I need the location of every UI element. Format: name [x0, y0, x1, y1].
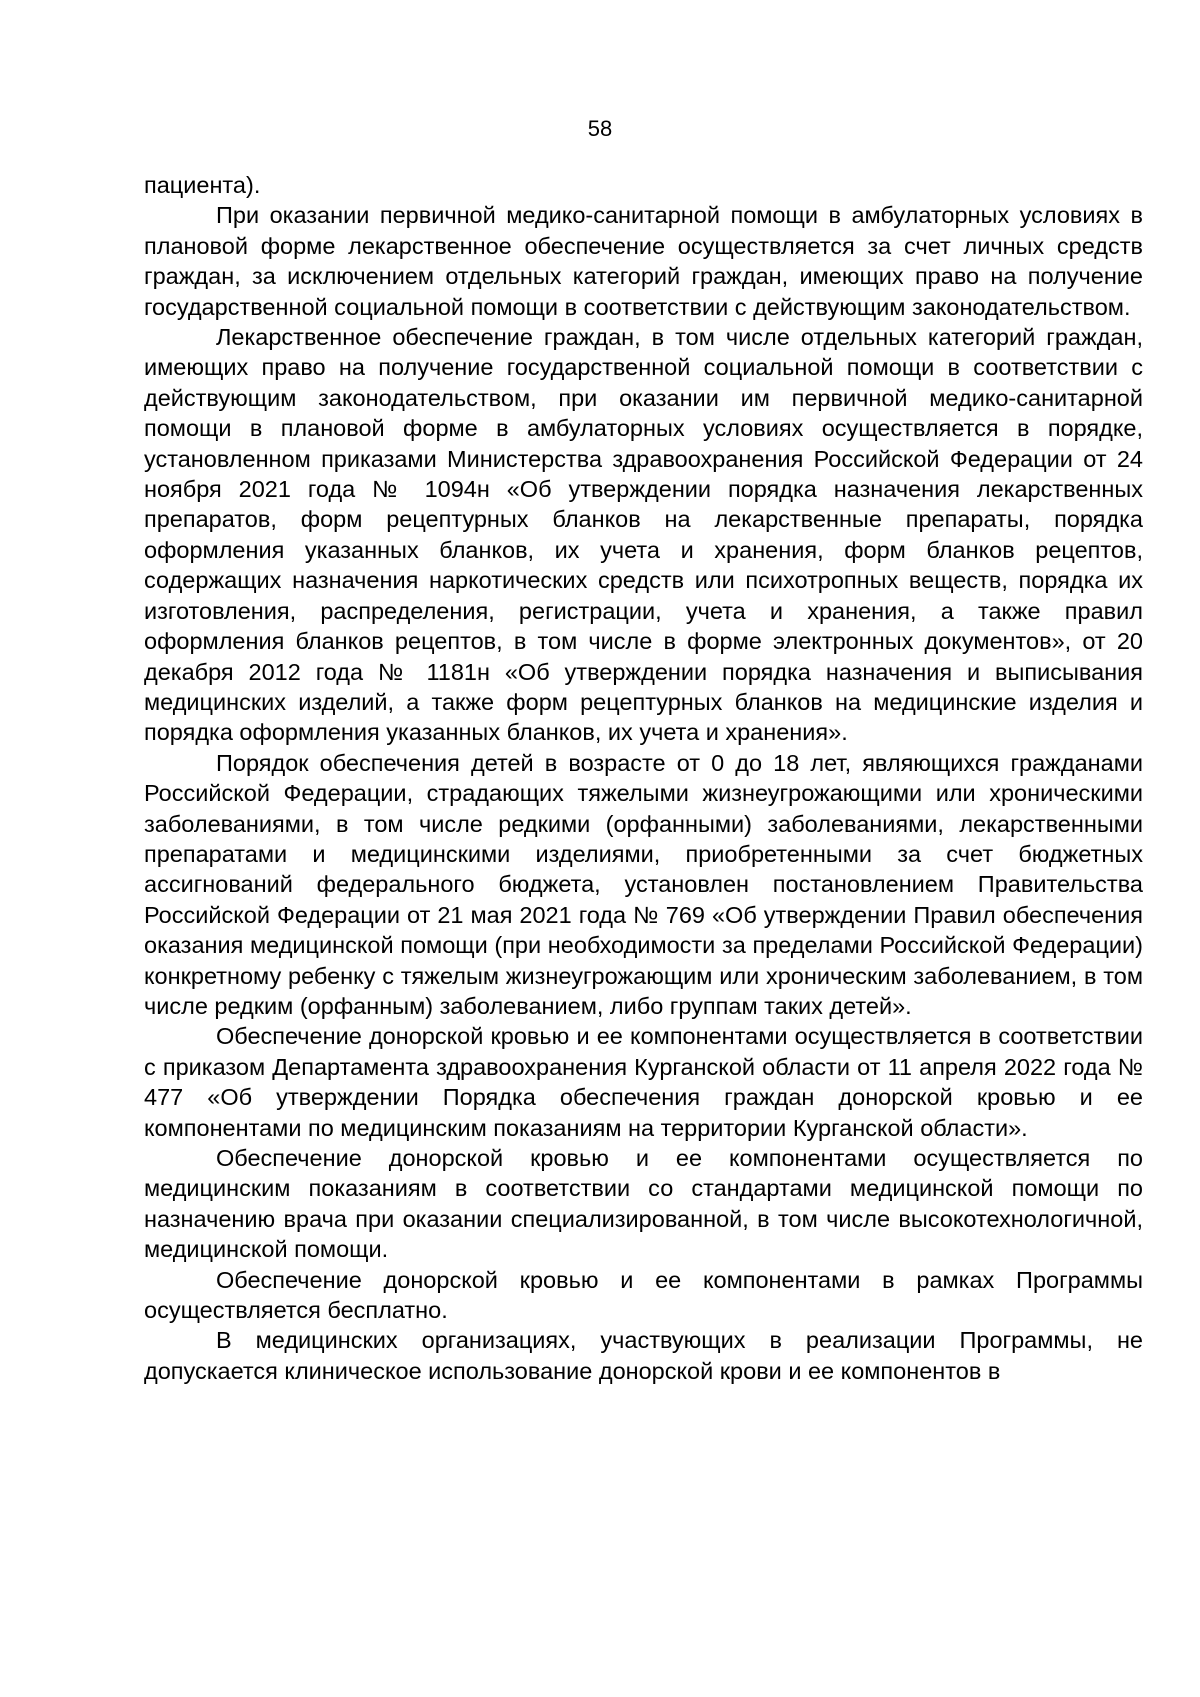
page-number: 58 — [587, 116, 613, 141]
document-body — [144, 170, 1143, 1386]
paragraph-outpatient-drug-supply: При оказании первичной медико-санитарной помощи в амбулаторных условиях в плановой форме лекарственное обеспечение осуществляется за счет личных средств граждан, за исключением отдельных категорий граждан, имеющих право на получение государственной социальной помощи в соответствии с действующим законодательством. — [144, 202, 1143, 320]
paragraph-donor-blood-free: Обеспечение донорской кровью и ее компонентами в рамках Программы осуществляется бесплатно. — [144, 1266, 1143, 1324]
paragraph-donor-blood-indications: Обеспечение донорской кровью и ее компонентами осуществляется по медицинским показаниям в соответствии со стандартами медицинской помощи по назначению врача при оказании специализированной, в том числе высокотехнологичной, медицинской помощи. — [144, 1145, 1143, 1263]
paragraph-continuation: пациента). — [144, 172, 261, 198]
paragraph-donor-blood-order: Обеспечение донорской кровью и ее компонентами осуществляется в соответствии с приказом Департамента здравоохранения Курганской области от 11 апреля 2022 года № 477 «Об утверждении Порядка обеспечения граждан донорской кровью и ее компонентами по медицинским показаниям на территории Курганской области». — [144, 1023, 1143, 1141]
paragraph-clinical-use: В медицинских организациях, участвующих в реализации Программы, не допускается клиническое использование донорской крови и ее компонентов в — [144, 1327, 1143, 1384]
paragraph-drug-supply-procedure: Лекарственное обеспечение граждан, в том числе отдельных категорий граждан, имеющих право на получение государственной социальной помощи в соответствии с действующим законодательством, при оказании им первичной медико-санитарной помощи в плановой форме в амбулаторных условиях осуществляется в порядке, установленном приказами Министерства здравоохранения Российской Федерации от 24 ноября 2021 года № 1094н «Об утверждении порядка назначения лекарственных препаратов, форм рецептурных бланков на лекарственные препараты, порядка оформления указанных бланков, их учета и хранения, форм бланков рецептов, содержащих назначения наркотических средств или психотропных веществ, порядка их изготовления, распределения, регистрации, учета и хранения, а также правил оформления бланков рецептов, в том числе в форме электронных документов», от 20 декабря 2012 года № 1181н «Об утверждении порядка назначения и выписывания медицинских изделий, а также форм рецептурных бланков на медицинские изделия и порядка оформления указанных бланков, их учета и хранения». — [144, 324, 1143, 746]
paragraph-children-provision: Порядок обеспечения детей в возрасте от 0 до 18 лет, являющихся гражданами Российской Федерации, страдающих тяжелыми жизнеугрожающими или хроническими заболеваниями, в том числе редкими (орфанными) заболеваниями, лекарственными препаратами и медицинскими изделиями, приобретенными за счет бюджетных ассигнований федерального бюджета, установлен постановлением Правительства Российской Федерации от 21 мая 2021 года № 769 «Об утверждении Правил обеспечения оказания медицинской помощи (при необходимости за пределами Российской Федерации) конкретному ребенку с тяжелым жизнеугрожающим или хроническим заболеванием, в том числе редким (орфанным) заболеванием, либо группам таких детей». — [144, 749, 1143, 1019]
